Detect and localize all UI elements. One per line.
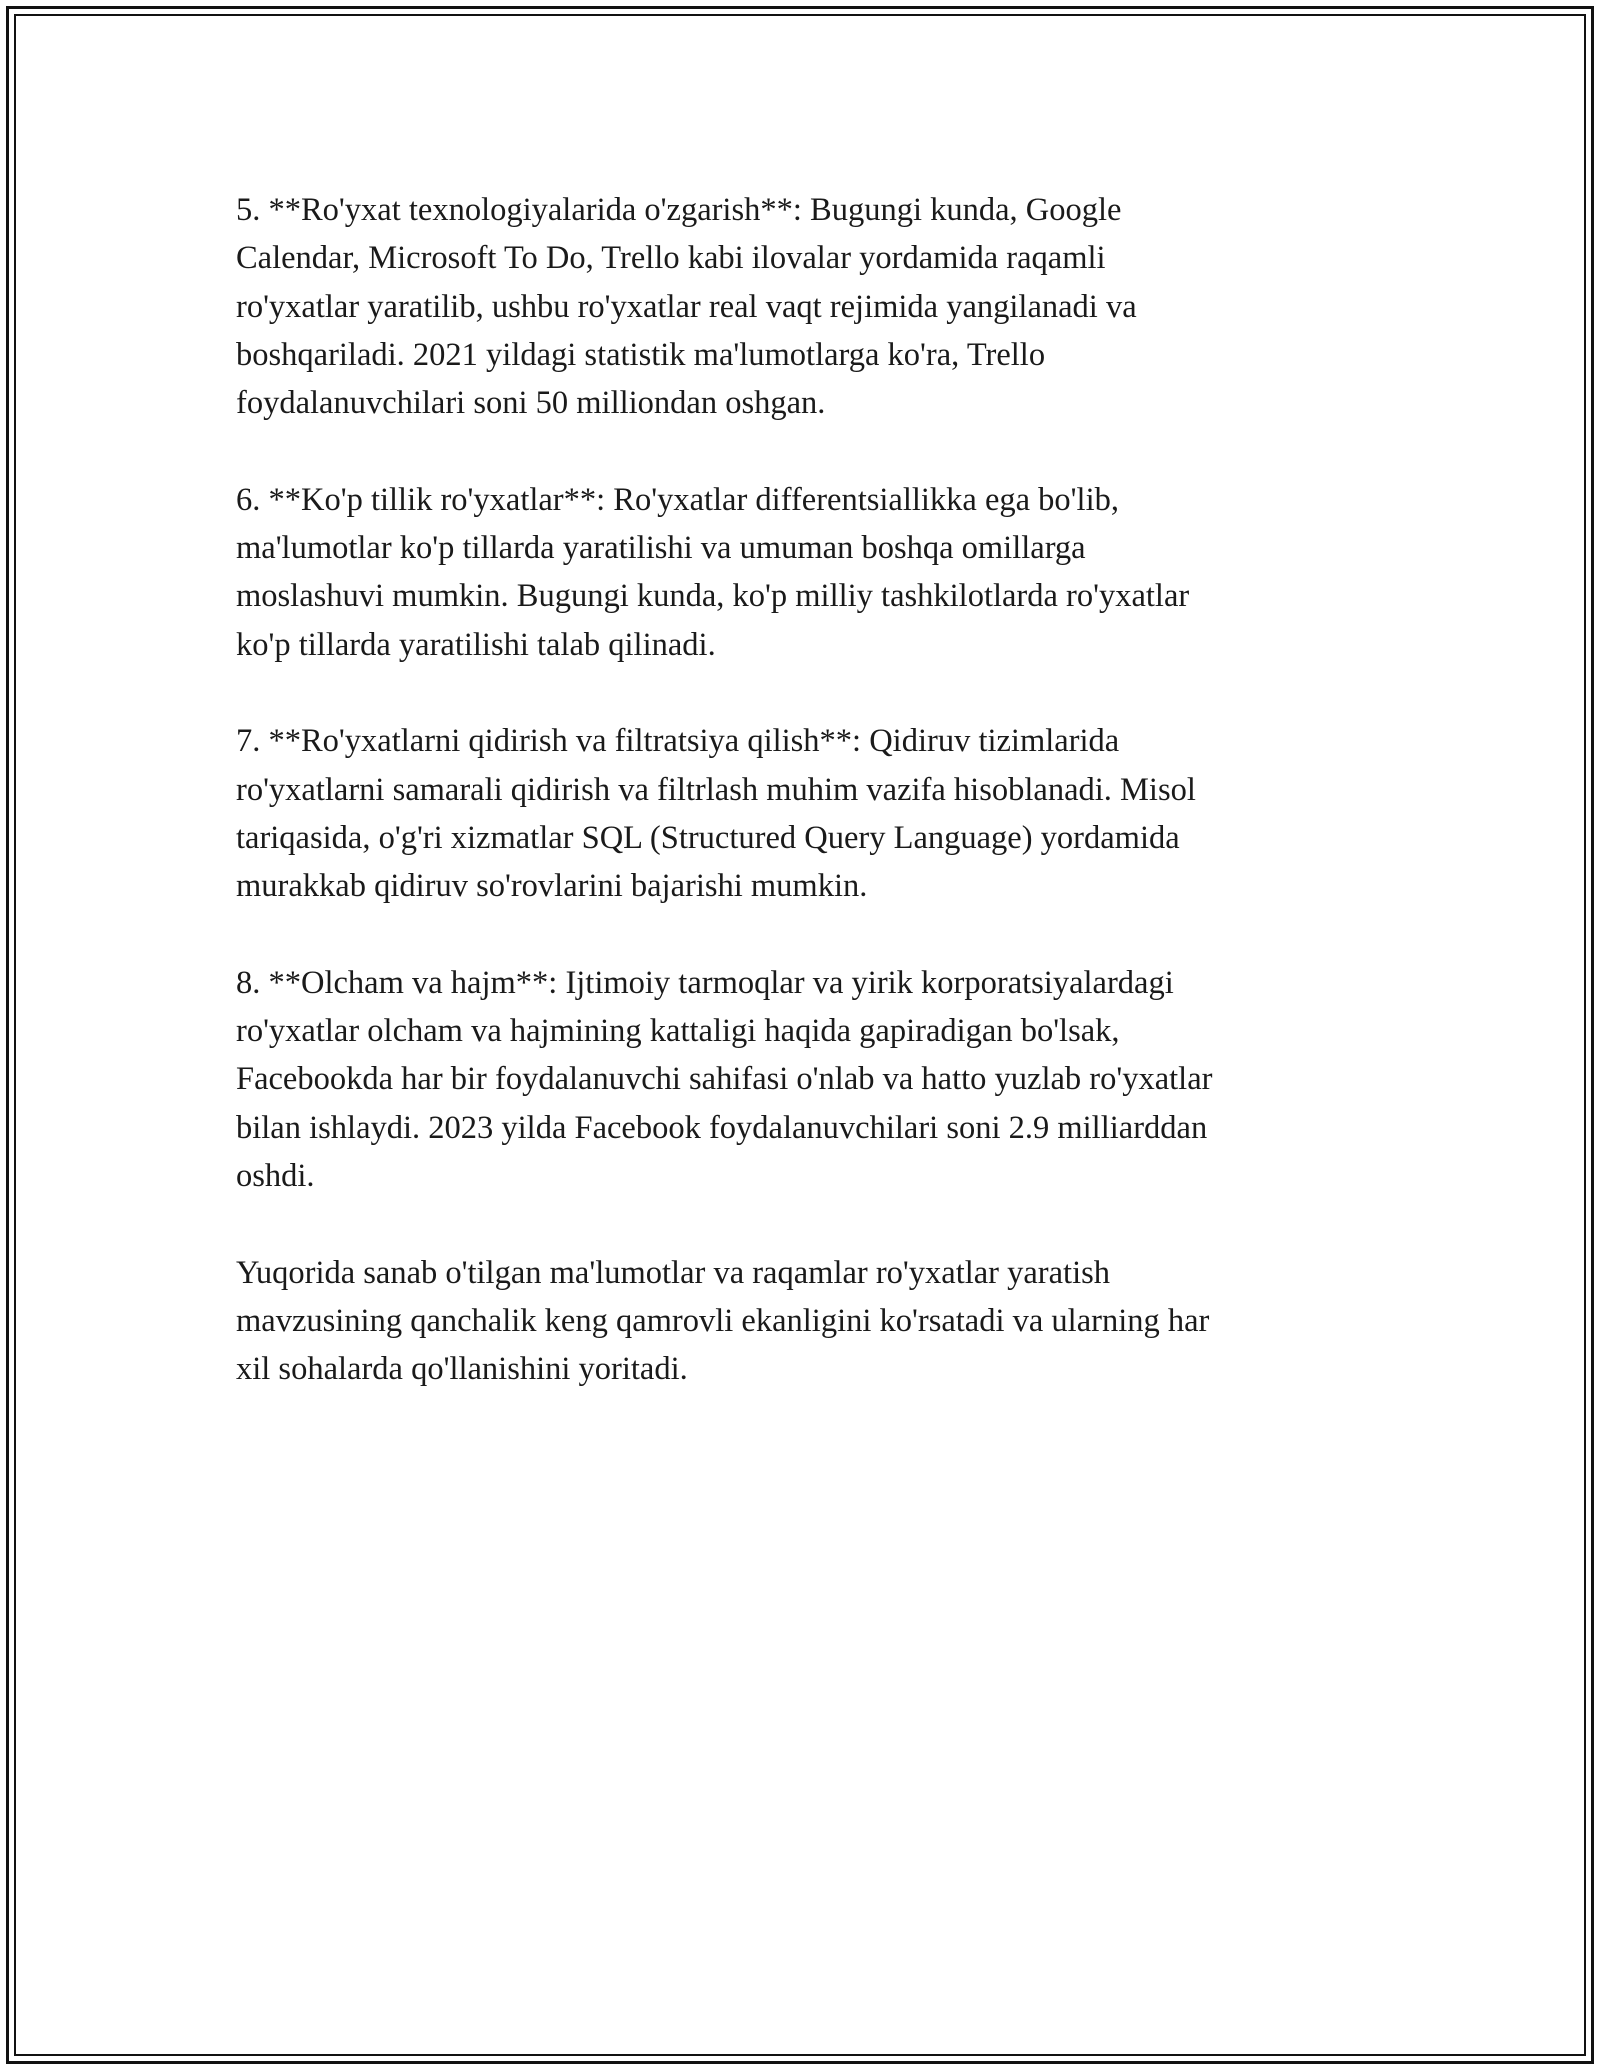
text-line: ro'yxatlar olcham va hajmining kattaligi haqida gapiradigan bo'lsak, xyxy=(236,1013,1120,1050)
text-line: oshdi. xyxy=(236,1157,315,1194)
text-line: xil sohalarda qo'llanishini yoritadi. xyxy=(236,1351,688,1388)
text-line: boshqariladi. 2021 yildagi statistik ma'lumotlarga ko'ra, Trello xyxy=(236,336,1046,373)
text-line: ma'lumotlar ko'p tillarda yaratilishi va umuman boshqa omillarga xyxy=(236,530,1086,567)
paragraph-item-5 xyxy=(236,186,1376,427)
text-line: 7. **Ro'yxatlarni qidirish va filtratsiya qilish**: Qidiruv tizimlarida xyxy=(236,723,1120,760)
text-line: Facebookda har bir foydalanuvchi sahifasi o'nlab va hatto yuzlab ro'yxatlar xyxy=(236,1061,1213,1098)
text-line: bilan ishlaydi. 2023 yilda Facebook foydalanuvchilari soni 2.9 milliarddan xyxy=(236,1109,1208,1146)
text-line: ro'yxatlar yaratilib, ushbu ro'yxatlar real vaqt rejimida yangilanadi va xyxy=(236,288,1137,325)
paragraph-item-8 xyxy=(236,959,1376,1200)
text-line: ro'yxatlarni samarali qidirish va filtrlash muhim vazifa hisoblanadi. Misol xyxy=(236,771,1196,808)
text-line: moslashuvi mumkin. Bugungi kunda, ko'p milliy tashkilotlarda ro'yxatlar xyxy=(236,578,1190,615)
text-line: mavzusining qanchalik keng qamrovli ekanligini ko'rsatadi va ularning har xyxy=(236,1302,1210,1339)
document-body xyxy=(236,186,1376,1442)
paragraph-item-7 xyxy=(236,717,1376,910)
text-line: 6. **Ko'p tillik ro'yxatlar**: Ro'yxatlar differentsiallikka ega bo'lib, xyxy=(236,481,1119,518)
text-line: 5. **Ro'yxat texnologiyalarida o'zgarish**: Bugungi kunda, Google xyxy=(236,192,1122,228)
text-line: Calendar, Microsoft To Do, Trello kabi ilovalar yordamida raqamli xyxy=(236,240,1106,277)
text-line: tariqasida, o'g'ri xizmatlar SQL (Structured Query Language) yordamida xyxy=(236,819,1180,856)
text-line: murakkab qidiruv so'rovlarini bajarishi mumkin. xyxy=(236,868,868,905)
text-line: ko'p tillarda yaratilishi talab qilinadi. xyxy=(236,626,716,663)
text-line: foydalanuvchilari soni 50 milliondan oshgan. xyxy=(236,385,826,422)
text-line: 8. **Olcham va hajm**: Ijtimoiy tarmoqlar va yirik korporatsiyalardagi xyxy=(236,964,1174,1001)
paragraph-item-6 xyxy=(236,476,1376,669)
paragraph-conclusion xyxy=(236,1249,1376,1394)
text-line: Yuqorida sanab o'tilgan ma'lumotlar va raqamlar ro'yxatlar yaratish xyxy=(236,1254,1111,1291)
